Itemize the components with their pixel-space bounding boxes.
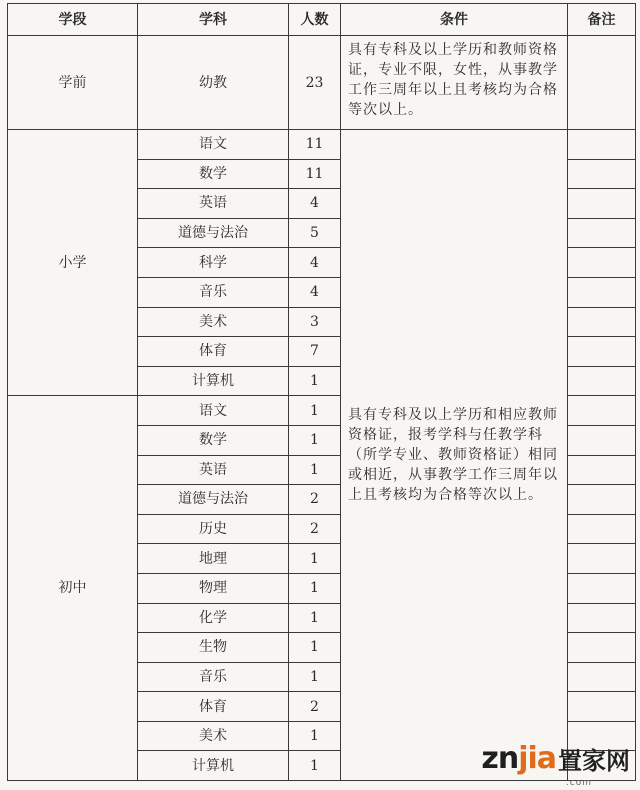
site-watermark xyxy=(481,741,630,788)
stage-cell: 初中 xyxy=(8,396,138,781)
count-cell: 1 xyxy=(289,751,341,781)
note-cell xyxy=(568,633,636,663)
watermark-url: .com xyxy=(565,778,592,788)
count-cell: 4 xyxy=(289,189,341,219)
subject-cell: 计算机 xyxy=(138,751,289,781)
count-cell: 1 xyxy=(289,633,341,663)
count-cell: 3 xyxy=(289,307,341,337)
count-cell: 11 xyxy=(289,130,341,160)
subject-cell: 数学 xyxy=(138,159,289,189)
note-cell xyxy=(568,366,636,396)
count-cell: 1 xyxy=(289,721,341,751)
subject-cell: 科学 xyxy=(138,248,289,278)
note-cell xyxy=(568,514,636,544)
count-cell: 1 xyxy=(289,603,341,633)
count-cell: 7 xyxy=(289,337,341,367)
subject-cell: 体育 xyxy=(138,692,289,722)
table-row xyxy=(8,36,636,130)
header-row xyxy=(8,4,636,36)
count-cell: 1 xyxy=(289,544,341,574)
note-cell xyxy=(568,277,636,307)
subject-cell: 英语 xyxy=(138,189,289,219)
count-cell: 4 xyxy=(289,277,341,307)
count-cell: 1 xyxy=(289,425,341,455)
count-cell: 2 xyxy=(289,485,341,515)
count-cell: 4 xyxy=(289,248,341,278)
subject-cell: 语文 xyxy=(138,130,289,160)
note-cell xyxy=(568,603,636,633)
subject-cell: 美术 xyxy=(138,307,289,337)
count-cell: 5 xyxy=(289,218,341,248)
subject-cell: 美术 xyxy=(138,721,289,751)
note-cell xyxy=(568,544,636,574)
note-cell xyxy=(568,485,636,515)
subject-cell: 数学 xyxy=(138,425,289,455)
condition-cell: 具有专科及以上学历和教师资格证，专业不限，女性，从事教学工作三周年以上且考核均为合格等次以上。 xyxy=(341,36,568,130)
count-cell: 1 xyxy=(289,573,341,603)
note-cell xyxy=(568,337,636,367)
subject-cell: 道德与法治 xyxy=(138,218,289,248)
note-cell xyxy=(568,455,636,485)
note-cell xyxy=(568,692,636,722)
subject-cell: 历史 xyxy=(138,514,289,544)
note-cell xyxy=(568,218,636,248)
subject-cell: 幼教 xyxy=(138,36,289,130)
header-note: 备注 xyxy=(568,4,636,36)
subject-cell: 物理 xyxy=(138,573,289,603)
subject-cell: 地理 xyxy=(138,544,289,574)
subject-cell: 语文 xyxy=(138,396,289,426)
watermark-brand: 置家网 xyxy=(558,747,630,775)
note-cell xyxy=(568,248,636,278)
subject-cell: 计算机 xyxy=(138,366,289,396)
subject-cell: 道德与法治 xyxy=(138,485,289,515)
note-cell xyxy=(568,189,636,219)
note-cell xyxy=(568,307,636,337)
count-cell: 1 xyxy=(289,662,341,692)
subject-cell: 化学 xyxy=(138,603,289,633)
subject-cell: 英语 xyxy=(138,455,289,485)
condition-cell: 具有专科及以上学历和相应教师资格证，报考学科与任教学科（所学专业、教师资格证）相同或相近，从事教学工作三周年以上且考核均为合格等次以上。 xyxy=(341,130,568,781)
count-cell: 1 xyxy=(289,366,341,396)
note-cell xyxy=(568,396,636,426)
stage-cell: 学前 xyxy=(8,36,138,130)
subject-cell: 音乐 xyxy=(138,277,289,307)
note-cell xyxy=(568,130,636,160)
header-stage: 学段 xyxy=(8,4,138,36)
header-condition: 条件 xyxy=(341,4,568,36)
count-cell: 2 xyxy=(289,514,341,544)
stage-cell: 小学 xyxy=(8,130,138,396)
table-row xyxy=(8,130,636,160)
header-subject: 学科 xyxy=(138,4,289,36)
watermark-logo: znjia xyxy=(481,741,556,776)
count-cell: 23 xyxy=(289,36,341,130)
subject-cell: 生物 xyxy=(138,633,289,663)
note-cell xyxy=(568,425,636,455)
recruitment-table xyxy=(7,3,636,781)
header-count: 人数 xyxy=(289,4,341,36)
note-cell xyxy=(568,36,636,130)
subject-cell: 音乐 xyxy=(138,662,289,692)
count-cell: 1 xyxy=(289,396,341,426)
note-cell xyxy=(568,573,636,603)
note-cell xyxy=(568,159,636,189)
note-cell xyxy=(568,662,636,692)
count-cell: 2 xyxy=(289,692,341,722)
subject-cell: 体育 xyxy=(138,337,289,367)
count-cell: 11 xyxy=(289,159,341,189)
count-cell: 1 xyxy=(289,455,341,485)
